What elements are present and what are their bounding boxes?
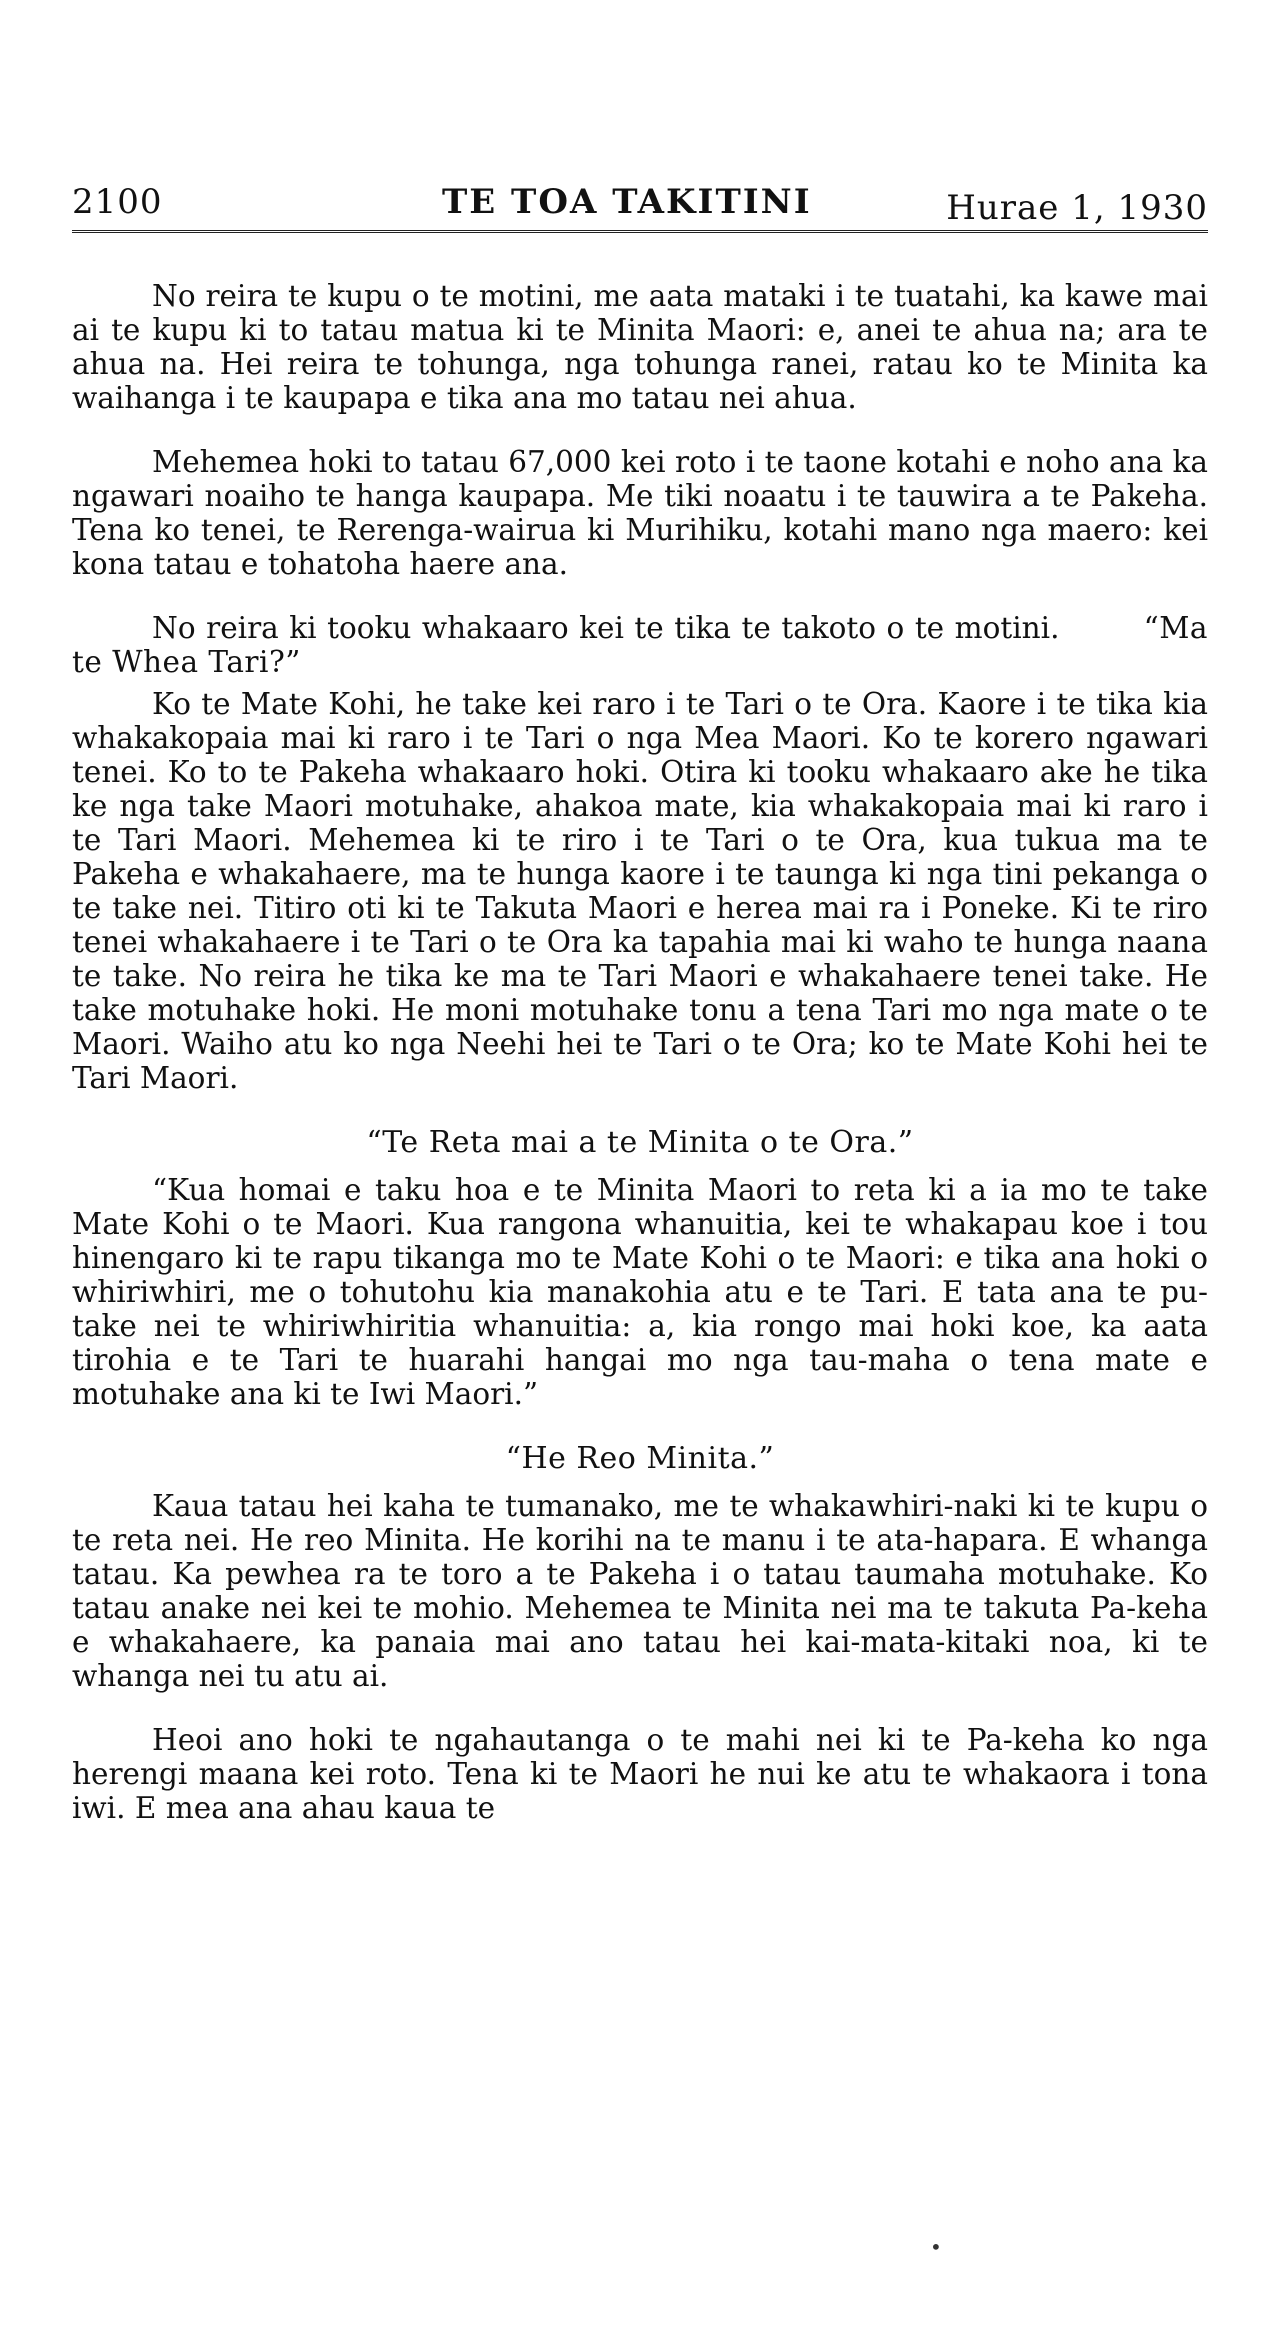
document-page [72,150,1208,1855]
section-heading: “Te Reta mai a te Minita o te Ora.” [366,1125,914,1160]
paragraph: Mehemea hoki to tatau 67,000 kei roto i te taone kotahi e noho ana ka ngawari noaiho te hanga kaupapa. Me tiki noaatu i te tauwira a te Pakeha. Tena ko tenei, te Rerenga-wairua ki Murihiku, kotahi mano nga maero: kei kona tatau e tohatoha haere ana. [72,445,1208,581]
quoted-letter: “Kua homai e taku hoa e te Minita Maori to reta ki a ia mo te take Mate Kohi o te Maori. Kua rangona whanuitia, kei te whakapau koe i tou hinengaro ki te rapu tikanga mo te Mate Kohi o te Maori: e tika ana hoki o whiriwhiri, me o tohutohu kia manakohia atu e te Tari. E tata ana te pu-take nei te whiriwhiritia whanuitia: a, kia rongo mai hoki koe, ka aata tirohia e te Tari te huarahi hangai mo nga tau-maha o tena mate e motuhake ana ki te Iwi Maori.” [72,1173,1208,1411]
stray-ink-mark: • [930,2235,942,2259]
paragraph: Heoi ano hoki te ngahautanga o te mahi nei ki te Pa-keha ko nga herengi maana kei roto. Tena ki te Maori he nui ke atu te whakaora i tona iwi. E mea ana ahau kaua te [72,1723,1208,1825]
section-heading: “He Reo Minita.” [505,1441,775,1476]
paragraph: Ko te Mate Kohi, he take kei raro i te Tari o te Ora. Kaore i te tika kia whakakopaia mai ki raro i te Tari o nga Mea Maori. Ko te korero ngawari tenei. Ko to te Pakeha whakaaro hoki. Otira ki tooku whakaaro ake he tika ke nga take Maori motuhake, ahakoa mate, kia whakakopaia mai ki raro i te Tari Maori. Mehemea ki te riro i te Tari o te Ora, kua tukua ma te Pakeha e whakahaere, ma te hunga kaore i te taunga ki nga tini pekanga o te take nei. Titiro oti ki te Takuta Maori e herea mai ra i Poneke. Ki te riro tenei whakahaere i te Tari o te Ora ka tapahia mai ki waho te hunga naana te take. No reira he tika ke ma te Tari Maori e whakahaere tenei take. He take motuhake hoki. He moni motuhake tonu a tena Tari mo nga mate o te Maori. Waiho atu ko nga Neehi hei te Tari o te Ora; ko te Mate Kohi hei te Tari Maori. [72,687,1208,1095]
section-heading: “Ma te Whea Tari?” [72,611,1208,679]
issue-date: Hurae 1, 1930 [946,188,1208,228]
paragraph-with-heading [72,611,1208,679]
paragraph: Kaua tatau hei kaha te tumanako, me te whakawhiri-naki ki te kupu o te reta nei. He reo Minita. He korihi na te manu i te ata-hapara. E whanga tatau. Ka pewhea ra te toro a te Pakeha i o tatau taumaha motuhake. Ko tatau anake nei kei te mohio. Mehemea te Minita nei ma te takuta Pa-keha e whakahaere, ka panaia mai ano tatau hei kai-mata-kitaki noa, ki te whanga nei tu atu ai. [72,1489,1208,1693]
page-number: 2100 [72,182,163,222]
publication-title: TE TOA TAKITINI [442,182,812,222]
paragraph-text: No reira ki tooku whakaaro kei te tika te takoto o te motini. [152,611,1060,645]
article-body [72,279,1208,1825]
running-header [72,150,1208,233]
paragraph: No reira te kupu o te motini, me aata mataki i te tuatahi, ka kawe mai ai te kupu ki to tatau matua ki te Minita Maori: e, anei te ahua na; ara te ahua na. Hei reira te tohunga, nga tohunga ranei, ratau ko te Minita ka waihanga i te kaupapa e tika ana mo tatau nei ahua. [72,279,1208,415]
